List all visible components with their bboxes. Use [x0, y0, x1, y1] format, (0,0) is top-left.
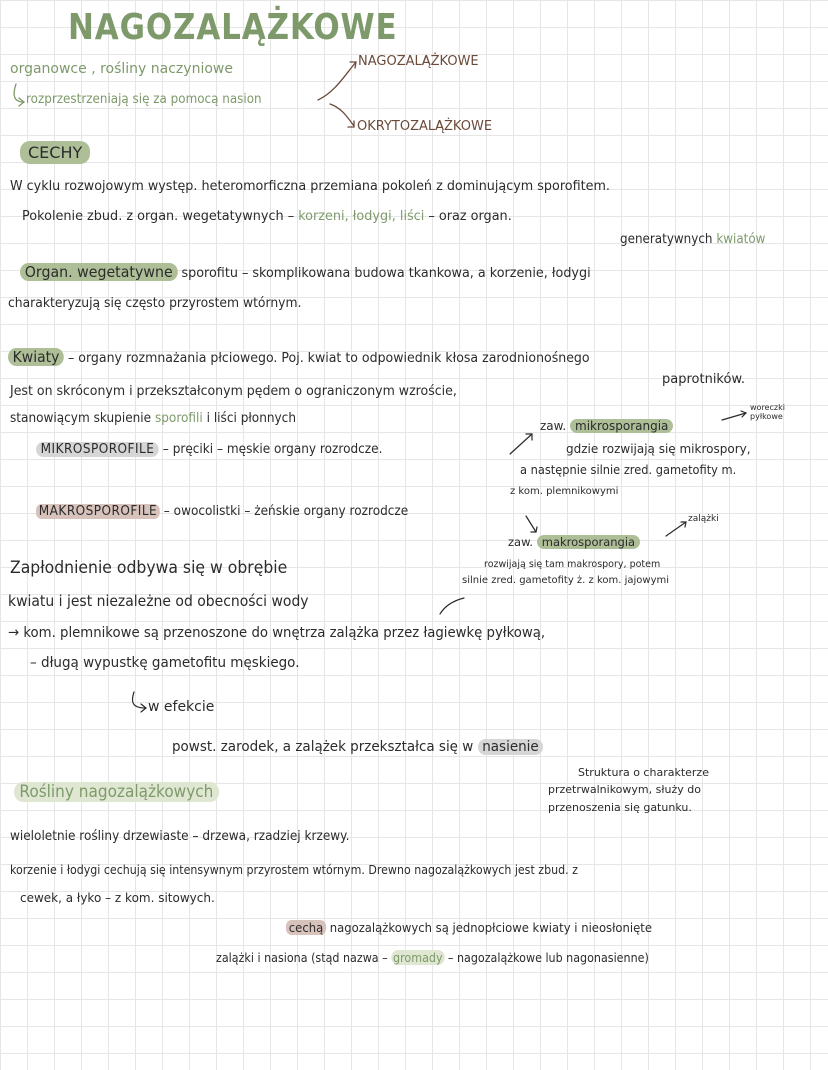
makro-zaw-line: [508, 537, 640, 549]
arrow-woreczki: [722, 413, 746, 420]
makrosporangia-highlight: makrosporangia: [537, 535, 640, 549]
rosliny-line4-b: nagozalążkowych są jednopłciowe kwiaty i nieosłonięte: [329, 920, 652, 935]
branch-okrytozalazkowe: OKRYTOZALĄŻKOWE: [357, 119, 493, 134]
cechy-p1-line1: W cyklu rozwojowym występ. heteromorficzna przemiana pokoleń z dominującym sporofitem.: [10, 178, 610, 194]
zaplodnienie-line5: [172, 740, 543, 755]
word-korzeni: korzeni,: [298, 208, 349, 224]
kwiaty-line1-text: – organy rozmnażania płciowego. Poj. kwiat to odpowiednik kłosa zarodnionośnego: [68, 350, 590, 366]
makro-detail-1: rozwijają się tam makrospory, potem: [484, 559, 661, 570]
cechy-p2-line2: charakteryzują się często przyrostem wtórnym.: [8, 296, 302, 311]
organ-wegetatywne-highlight: Organ. wegetatywne: [20, 263, 177, 281]
zalazki-note: zalążki: [688, 514, 719, 524]
word-lodygi: łodygi,: [352, 208, 396, 224]
kwiaty-line2: Jest on skróconym i przekształconym pędem o ograniczonym wzroście,: [10, 383, 457, 399]
struktura-3: przenoszenia się gatunku.: [548, 801, 692, 814]
mikrosporofile-line: [36, 443, 382, 456]
cechy-p2-line1-text: sporofitu – skomplikowana budowa tkankowa, a korzenie, łodygi: [181, 265, 591, 281]
rosliny-line4: [286, 922, 652, 935]
makro-zaw: zaw.: [508, 535, 534, 549]
cechy-p1-line2: [22, 210, 512, 224]
kwiaty-highlight: Kwiaty: [8, 348, 64, 366]
mikrosporangia-highlight: mikrosporangia: [570, 419, 673, 433]
mikro-detail-1: gdzie rozwijają się mikrospory,: [566, 442, 751, 456]
rosliny-line5: [216, 952, 649, 965]
zaplodnienie-line5-a: powst. zarodek, a zalążek przekształca się w: [172, 739, 474, 755]
rosliny-line1: wieloletnie rośliny drzewiaste – drzewa, rzadziej krzewy.: [10, 829, 350, 844]
cecha-highlight: cechą: [286, 920, 326, 935]
mikrosporofile-text: – pręciki – męskie organy rozrodcze.: [162, 442, 383, 457]
cechy-heading-text: CECHY: [20, 141, 90, 164]
arrow-to-nagozalazkowe: [318, 62, 356, 100]
page-title: NAGOZALĄŻKOWE: [68, 7, 398, 48]
mikro-detail-3: z kom. plemnikowymi: [510, 486, 619, 497]
arrow-makro: [526, 516, 536, 532]
arrow-zalazki: [666, 522, 686, 536]
struktura-1: Struktura o charakterze: [578, 766, 709, 779]
word-sporofili: sporofili: [154, 411, 203, 426]
kwiaty-line3-c: i liści płonnych: [206, 411, 296, 426]
woreczki-note: woreczki pyłkowe: [750, 403, 785, 421]
cechy-p1-line2-e: – oraz organ.: [428, 208, 512, 224]
mikro-zaw: zaw.: [540, 419, 567, 433]
kwiaty-paprotnikow: paprotników.: [662, 372, 746, 387]
cechy-p2-line1: [20, 265, 591, 281]
kwiaty-line1: [8, 350, 590, 366]
word-kwiatow: kwiatów: [716, 232, 766, 247]
cechy-p1-line3: [620, 233, 765, 246]
zaplodnienie-line1: Zapłodnienie odbywa się w obrębie: [10, 558, 288, 578]
arrow-mikro: [510, 434, 532, 454]
gromady-highlight: gromady: [393, 950, 443, 965]
rosliny-line3: cewek, a łyko – z kom. sitowych.: [20, 891, 215, 905]
struktura-2: przetrwalnikowym, służy do: [548, 783, 701, 796]
rosliny-line2: korzenie i łodygi cechują się intensywnym przyrostem wtórnym. Drewno nagozalążkowych jest zbud. z: [10, 863, 578, 877]
intro-hook-arrow: [14, 84, 24, 102]
intro-line-1: organowce , rośliny naczyniowe: [10, 61, 233, 77]
makrosporofile-line: [36, 505, 408, 518]
rosliny-heading: [14, 784, 219, 801]
w-efekcie: w efekcie: [148, 699, 215, 715]
makrosporofile-label: MAKROSPOROFILE: [36, 504, 160, 519]
cechy-heading: [20, 145, 90, 161]
mikrosporofile-label: MIKROSPOROFILE: [36, 442, 159, 457]
zaplodnienie-line3: → kom. plemnikowe są przenoszone do wnętrza zalążka przez łagiewkę pyłkową,: [8, 625, 546, 641]
rosliny-heading-text: Rośliny nagozalążkowych: [14, 782, 219, 802]
kwiaty-line3: [10, 412, 296, 425]
makro-detail-2: silnie zred. gametofity ż. z kom. jajowymi: [462, 575, 670, 586]
cechy-p1-line2-a: Pokolenie zbud. z organ. wegetatywnych –: [22, 208, 295, 224]
rosliny-line5-a: zalążki i nasiona (stąd nazwa –: [216, 950, 388, 965]
intro-line-2: rozprzestrzeniają się za pomocą nasion: [26, 92, 262, 107]
rosliny-line5-c: – nagozalążkowe lub nagonasienne): [447, 950, 649, 965]
kwiaty-line3-a: stanowiącym skupienie: [10, 411, 152, 426]
word-lisci: liści: [399, 208, 425, 224]
zaplodnienie-line4: – długą wypustkę gametofitu męskiego.: [30, 655, 300, 671]
arrow-to-okrytozalazkowe: [330, 104, 354, 126]
nasienie-highlight: nasienie: [478, 739, 544, 755]
arrow-w-efekcie: [133, 692, 147, 708]
zaplodnienie-line2: kwiatu i jest niezależne od obecności wody: [8, 592, 309, 610]
mikro-zaw-line: [540, 420, 673, 432]
branch-nagozalazkowe: NAGOZALĄŻKOWE: [358, 54, 479, 69]
word-generatywnych: generatywnych: [620, 232, 713, 247]
mikro-detail-2: a następnie silnie zred. gametofity m.: [520, 463, 737, 477]
makrosporofile-text: – owocolistki – żeńskie organy rozrodcze: [163, 504, 409, 519]
